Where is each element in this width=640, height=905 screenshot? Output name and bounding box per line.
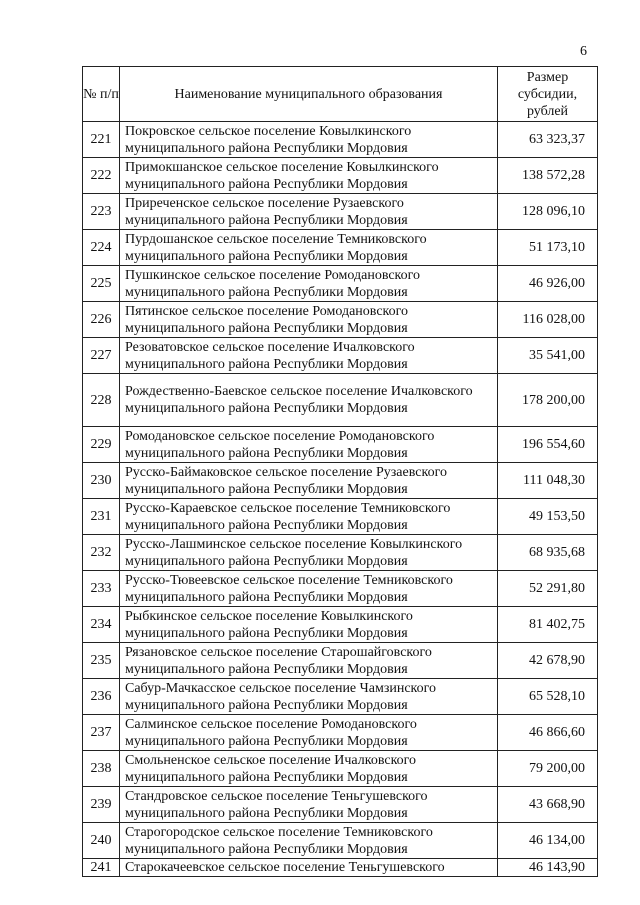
row-num: 235	[83, 643, 120, 679]
row-sum: 51 173,10	[498, 230, 598, 266]
row-name: Пурдошанское сельское поселение Темниковского муниципального района Республики Мордовия	[120, 230, 498, 266]
row-num: 240	[83, 823, 120, 859]
row-num: 226	[83, 302, 120, 338]
header-name: Наименование муниципального образования	[120, 67, 498, 122]
table-row	[83, 751, 598, 787]
row-sum: 68 935,68	[498, 535, 598, 571]
row-sum: 35 541,00	[498, 338, 598, 374]
row-sum: 128 096,10	[498, 194, 598, 230]
row-num: 221	[83, 122, 120, 158]
row-name: Старокачеевское сельское поселение Теньгушевского	[120, 859, 498, 877]
row-name: Ромодановское сельское поселение Ромодановского муниципального района Республики Мордовия	[120, 427, 498, 463]
row-sum: 52 291,80	[498, 571, 598, 607]
page-number: 6	[580, 44, 587, 59]
row-sum: 63 323,37	[498, 122, 598, 158]
row-name: Старогородское сельское поселение Темниковского муниципального района Республики Мордовия	[120, 823, 498, 859]
header-sum: Размер субсидии, рублей	[498, 67, 598, 122]
subsidy-table	[82, 66, 598, 877]
row-num: 230	[83, 463, 120, 499]
row-name: Примокшанское сельское поселение Ковылкинского муниципального района Республики Мордовия	[120, 158, 498, 194]
row-sum: 138 572,28	[498, 158, 598, 194]
row-name: Рыбкинское сельское поселение Ковылкинского муниципального района Республики Мордовия	[120, 607, 498, 643]
row-name: Сабур-Мачкасское сельское поселение Чамзинского муниципального района Республики Мордовия	[120, 679, 498, 715]
row-num: 237	[83, 715, 120, 751]
row-name: Смольненское сельское поселение Ичалковского муниципального района Республики Мордовия	[120, 751, 498, 787]
row-sum: 79 200,00	[498, 751, 598, 787]
table-header-row	[83, 67, 598, 122]
row-sum: 65 528,10	[498, 679, 598, 715]
table-row	[83, 427, 598, 463]
row-sum: 196 554,60	[498, 427, 598, 463]
row-sum: 42 678,90	[498, 643, 598, 679]
table-row	[83, 499, 598, 535]
row-num: 239	[83, 787, 120, 823]
row-num: 232	[83, 535, 120, 571]
row-sum: 46 926,00	[498, 266, 598, 302]
header-num: № п/п	[83, 67, 120, 122]
row-name: Стандровское сельское поселение Теньгушевского муниципального района Республики Мордовия	[120, 787, 498, 823]
row-name: Русско-Караевское сельское поселение Темниковского муниципального района Республики Мордовия	[120, 499, 498, 535]
row-num: 223	[83, 194, 120, 230]
row-name: Русско-Баймаковское сельское поселение Рузаевского муниципального района Республики Мордовия	[120, 463, 498, 499]
table-row	[83, 787, 598, 823]
row-name: Пятинское сельское поселение Ромодановского муниципального района Республики Мордовия	[120, 302, 498, 338]
row-name: Приреченское сельское поселение Рузаевского муниципального района Республики Мордовия	[120, 194, 498, 230]
row-name: Салминское сельское поселение Ромодановского муниципального района Республики Мордовия	[120, 715, 498, 751]
row-name: Рождественно-Баевское сельское поселение Ичалковского муниципального района Республики Мордовия	[120, 374, 498, 427]
row-name: Русско-Тювеевское сельское поселение Темниковского муниципального района Республики Мордовия	[120, 571, 498, 607]
row-num: 228	[83, 374, 120, 427]
table-row	[83, 643, 598, 679]
row-num: 227	[83, 338, 120, 374]
row-num: 224	[83, 230, 120, 266]
table-row	[83, 607, 598, 643]
row-sum: 111 048,30	[498, 463, 598, 499]
row-name: Пушкинское сельское поселение Ромодановского муниципального района Республики Мордовия	[120, 266, 498, 302]
row-name: Резоватовское сельское поселение Ичалковского муниципального района Республики Мордовия	[120, 338, 498, 374]
row-sum: 46 866,60	[498, 715, 598, 751]
row-sum: 116 028,00	[498, 302, 598, 338]
row-sum: 43 668,90	[498, 787, 598, 823]
row-sum: 81 402,75	[498, 607, 598, 643]
row-sum: 178 200,00	[498, 374, 598, 427]
row-num: 236	[83, 679, 120, 715]
table-row	[83, 230, 598, 266]
table-row	[83, 302, 598, 338]
table-row	[83, 859, 598, 877]
table-row	[83, 338, 598, 374]
table-row	[83, 463, 598, 499]
row-sum: 46 143,90	[498, 859, 598, 877]
row-name: Русско-Лашминское сельское поселение Ковылкинского муниципального района Республики Мордовия	[120, 535, 498, 571]
table-row	[83, 823, 598, 859]
row-num: 225	[83, 266, 120, 302]
table-row	[83, 158, 598, 194]
table-row	[83, 122, 598, 158]
row-num: 241	[83, 859, 120, 877]
row-sum: 49 153,50	[498, 499, 598, 535]
row-num: 234	[83, 607, 120, 643]
row-num: 229	[83, 427, 120, 463]
row-num: 238	[83, 751, 120, 787]
row-name: Покровское сельское поселение Ковылкинского муниципального района Республики Мордовия	[120, 122, 498, 158]
row-num: 231	[83, 499, 120, 535]
table-row	[83, 715, 598, 751]
table-row	[83, 266, 598, 302]
table-row	[83, 535, 598, 571]
table-row	[83, 374, 598, 427]
table-row	[83, 571, 598, 607]
row-name: Рязановское сельское поселение Старошайговского муниципального района Республики Мордовия	[120, 643, 498, 679]
table-row	[83, 194, 598, 230]
row-num: 222	[83, 158, 120, 194]
table-row	[83, 679, 598, 715]
row-num: 233	[83, 571, 120, 607]
row-sum: 46 134,00	[498, 823, 598, 859]
